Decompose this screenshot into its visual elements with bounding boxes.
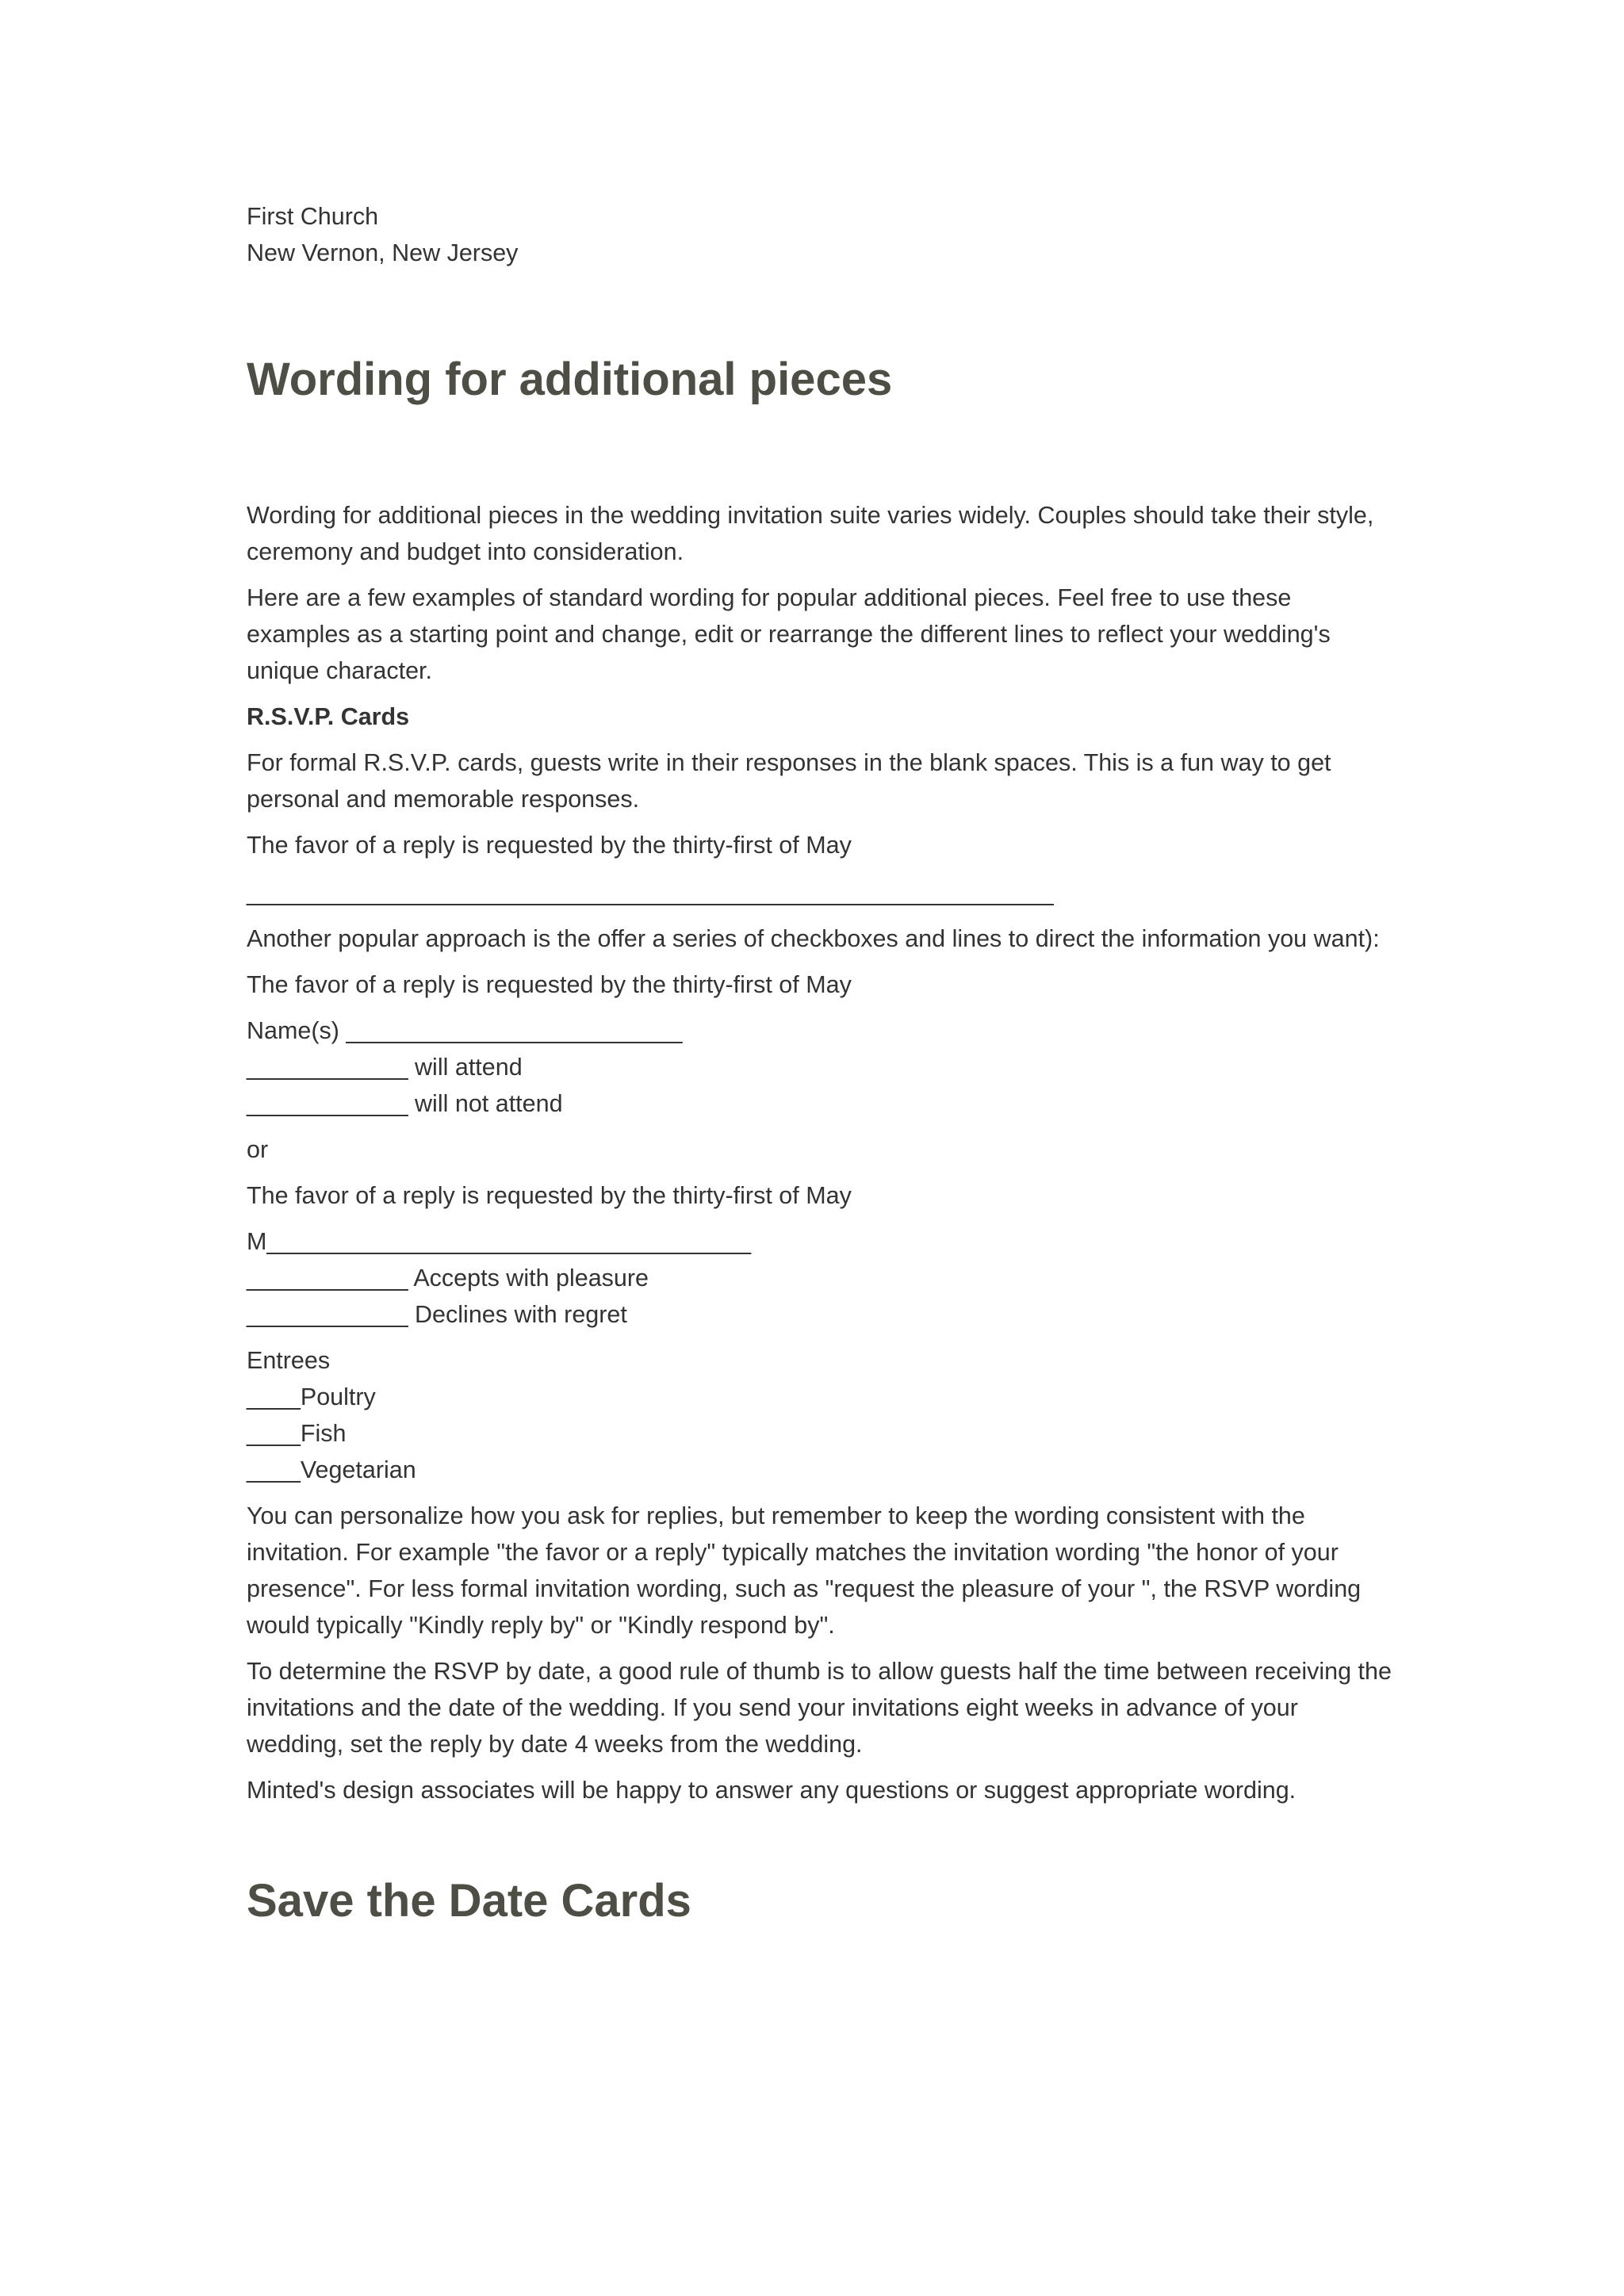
names-blank-line: Name(s) _________________________ <box>247 1017 683 1044</box>
entree-option: ____Fish <box>247 1420 347 1447</box>
entrees-label: Entrees <box>247 1347 331 1374</box>
entree-option: ____Poultry <box>247 1383 376 1410</box>
or-separator: or <box>247 1136 269 1163</box>
church-address <box>247 198 1396 271</box>
section-heading-save-the-date: Save the Date Cards <box>247 1875 691 1927</box>
document-page <box>247 198 1399 1929</box>
design-associates-paragraph: Minted's design associates will be happy to answer any questions or suggest appropriate wording. <box>247 1777 1297 1804</box>
rsvp-cards-heading: R.S.V.P. Cards <box>247 703 410 730</box>
accepts-line: ____________ Accepts with pleasure <box>247 1265 649 1292</box>
intro-paragraph-2: Here are a few examples of standard wording for popular additional pieces. Feel free to use these examples as a starting point and change, edit or rearrange the different lines to reflect your wedding's unique character. <box>247 584 1338 684</box>
address-line-1: First Church <box>247 203 379 230</box>
checkbox-approach-paragraph: Another popular approach is the offer a series of checkboxes and lines to direct the information you want): <box>247 925 1380 952</box>
address-line-2: New Vernon, New Jersey <box>247 239 519 266</box>
rsvp-example-1 <box>247 827 1396 911</box>
will-attend-line: ____________ will attend <box>247 1054 523 1081</box>
reply-request-line: The favor of a reply is requested by the thirty-first of May <box>247 1182 852 1209</box>
rsvp-date-paragraph: To determine the RSVP by date, a good rule of thumb is to allow guests half the time between receiving the invitations and the date of the wedding. If you send your invitations eight weeks in advance of your wedding, set the reply by date 4 weeks from the wedding. <box>247 1658 1399 1758</box>
intro-paragraph-1: Wording for additional pieces in the wedding invitation suite varies widely. Couples should take their style, ceremony and budget into consideration. <box>247 502 1381 565</box>
blank-response-line: ____________________________________________________________ <box>247 879 1054 906</box>
m-blank-line: M____________________________________ <box>247 1228 752 1255</box>
entree-option: ____Vegetarian <box>247 1456 416 1483</box>
declines-line: ____________ Declines with regret <box>247 1301 627 1328</box>
section-heading-additional-pieces: Wording for additional pieces <box>247 354 893 405</box>
rsvp-intro-paragraph: For formal R.S.V.P. cards, guests write in their responses in the blank spaces. This is a fun way to get personal and memorable responses. <box>247 749 1338 813</box>
rsvp-example-2 <box>247 1012 1396 1122</box>
reply-request-line: The favor of a reply is requested by the thirty-first of May <box>247 971 852 998</box>
reply-request-line: The favor of a reply is requested by the thirty-first of May <box>247 832 852 859</box>
will-not-attend-line: ____________ will not attend <box>247 1090 563 1117</box>
entrees-list <box>247 1342 1396 1488</box>
rsvp-example-3 <box>247 1223 1396 1333</box>
personalize-paragraph: You can personalize how you ask for replies, but remember to keep the wording consistent with the invitation. For example "the favor or a reply" typically matches the invitation wording "the honor of your presence". For less formal invitation wording, such as "request the pleasure of your ", the RSVP wording would typically "Kindly reply by" or "Kindly respond by". <box>247 1502 1368 1639</box>
